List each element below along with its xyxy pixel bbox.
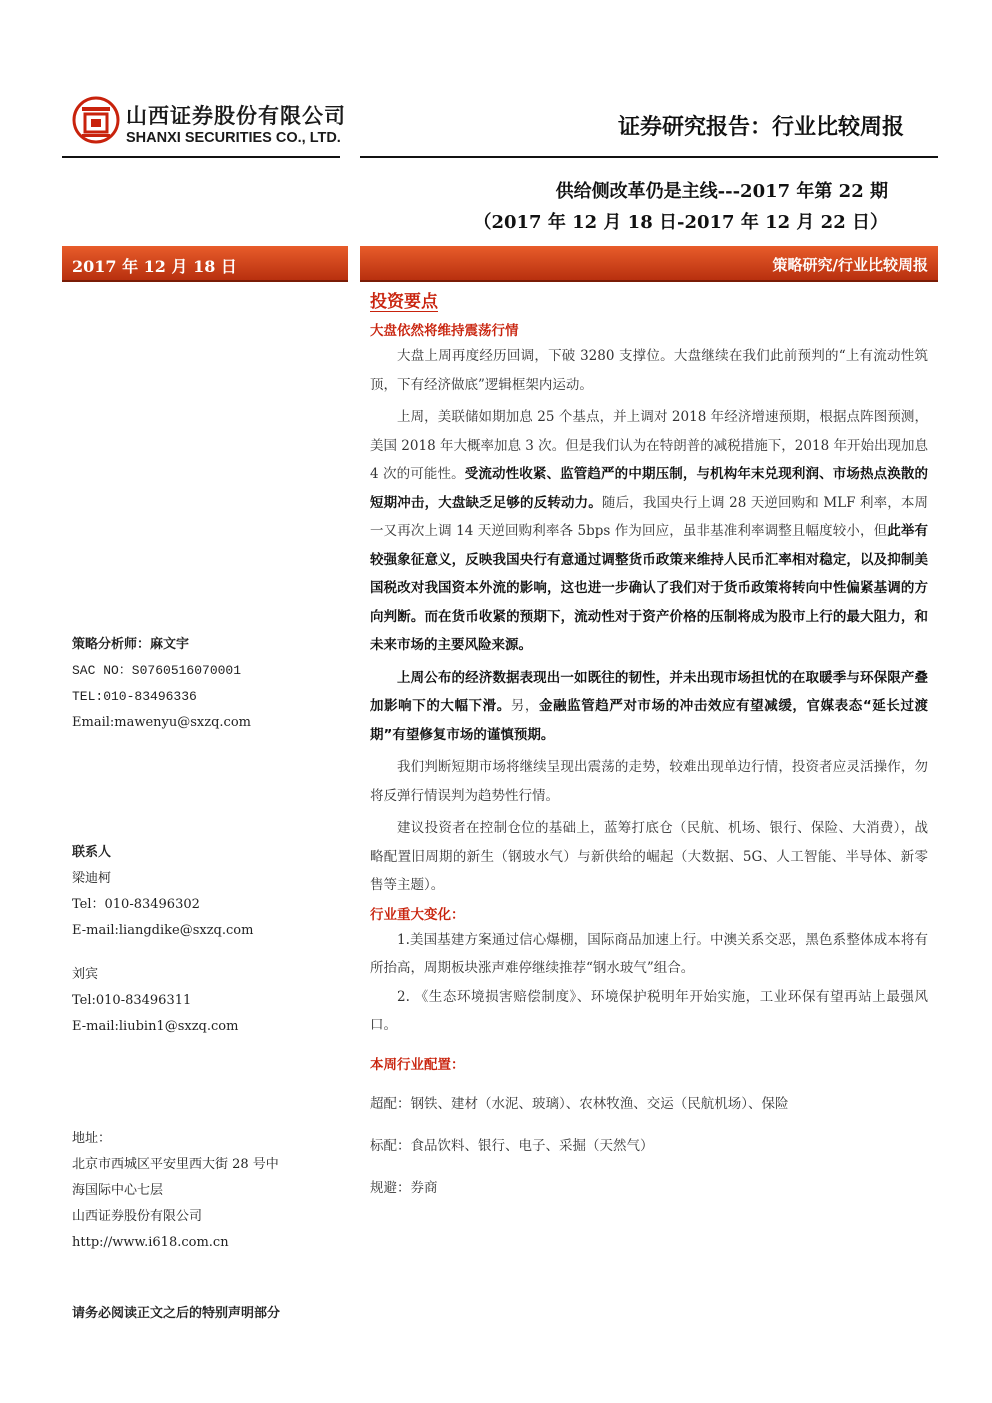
company-name-cn: 山西证券股份有限公司 <box>126 104 346 128</box>
paragraph-2-d: 此举有较强象征意义，反映我国央行有意通过调整货币政策来维持人民币汇率相对稳定，以及抑制美国税改对我国资本外流的影响，这也进一步确认了我们对于货币政策将转向中性偏紧基调的方向判断。而在货币收紧的预期下，流动性对于资产价格的压制将成为股市上行的最大阻力，和未来市场的主要风险来源。 <box>370 523 928 653</box>
change-item-2: 2. 《生态环境损害赔偿制度》、环境保护税明年开始实施，工业环保有望再站上最强风口。 <box>370 988 928 1033</box>
change-item-1: 1.美国基建方案通过信心爆棚，国际商品加速上行。中澳关系交恶，黑色系整体成本将有所抬高，周期板块涨声难停继续推荐“钢水玻气”组合。 <box>370 931 928 976</box>
allocation-overweight: 超配：钢铁、建材（水泥、玻璃）、农林牧渔、交运（民航机场）、保险 <box>370 1095 789 1112</box>
section-title: 投资要点 <box>370 292 438 312</box>
subheading-market: 大盘依然将维持震荡行情 <box>370 323 519 339</box>
report-type: 证券研究报告：行业比较周报 <box>617 115 904 140</box>
paragraph-4: 我们判断短期市场将继续呈现出震荡的走势，较难出现单边行情，投资者应灵活操作，勿将反弹行情误判为趋势性行情。 <box>370 759 928 804</box>
allocation-neutral: 标配：食品饮料、银行、电子、采掘（天然气） <box>370 1137 654 1154</box>
contact1-tel: Tel：010-83496302 <box>72 897 200 912</box>
disclaimer-note: 请务必阅读正文之后的特别声明部分 <box>72 1306 281 1321</box>
contact2-email[interactable]: E-mail:liubin1@sxzq.com <box>72 1019 239 1034</box>
subheading-changes: 行业重大变化： <box>370 906 465 923</box>
address-block <box>72 1126 279 1256</box>
analyst-tel: TEL:010-83496336 <box>72 689 197 704</box>
address-label: 地址： <box>72 1131 112 1146</box>
paragraph-1: 大盘上周再度经历回调，下破 3280 支撑位。大盘继续在我们此前预判的“上有流动性筑顶，下有经济做底”逻辑框架内运动。 <box>370 348 928 393</box>
subheading-allocation: 本周行业配置： <box>370 1056 465 1073</box>
address-line2: 海国际中心七层 <box>72 1183 164 1198</box>
paragraph-3-a: 上周公布的经济数据表现出一如既往的韧性，并未出现市场担忧的在取暖季与环保限产叠加影响下的大幅下滑。 <box>370 669 928 714</box>
main-content <box>370 288 928 1202</box>
report-period: （2017 年 12 月 18 日-2017 年 12 月 22 日） <box>473 212 888 233</box>
contact-block <box>72 840 253 1040</box>
report-title: 供给侧改革仍是主线---2017 年第 22 期 <box>555 181 888 202</box>
paragraph-3-b: 另， <box>510 698 539 714</box>
paragraph-2-c: 随后，我国央行上调 28 天逆回购和 MLF 利率，本周一又再次上调 14 天逆回购利率各 5bps 作为回应，虽非基准利率调整且幅度较小，但 <box>370 494 929 539</box>
paragraph-2 <box>370 403 928 660</box>
analyst-label: 策略分析师：麻文宇 <box>72 637 190 652</box>
address-line3: 山西证券股份有限公司 <box>72 1209 203 1224</box>
company-logo-icon <box>72 96 120 144</box>
analyst-sac: SAC NO：S0760516070001 <box>72 663 242 678</box>
allocation-avoid: 规避：券商 <box>370 1179 438 1196</box>
paragraph-2-a: 上周，美联储如期加息 25 个基点，并上调对 2018 年经济增速预期，根据点阵图预测，美国 2018 年大概率加息 3 次。但是我们认为在特朗普的减税措施下，2018 年开始出现加息 4 次的可能性。 <box>370 409 928 482</box>
header-divider-left <box>62 156 340 158</box>
analyst-email[interactable]: Email:mawenyu@sxzq.com <box>72 715 251 730</box>
header-divider-right <box>360 156 938 158</box>
website-link[interactable]: http://www.i618.com.cn <box>72 1235 229 1250</box>
paragraph-3-c: 金融监管趋严对市场的冲击效应有望减缓，官媒表态“延长过渡期”有望修复市场的谨慎预期。 <box>370 698 929 743</box>
address-line1: 北京市西城区平安里西大街 28 号中 <box>72 1157 279 1172</box>
paragraph-3 <box>370 664 928 750</box>
report-category: 策略研究/行业比较周报 <box>772 256 928 274</box>
paragraph-2-b: 受流动性收紧、监管趋严的中期压制，与机构年末兑现利润、市场热点涣散的短期冲击，大盘缺乏足够的反转动力。 <box>370 466 928 511</box>
contact1-name: 梁迪柯 <box>72 871 112 886</box>
contact-label: 联系人 <box>72 845 112 860</box>
contact2-tel: Tel:010-83496311 <box>72 993 192 1008</box>
company-name-en: SHANXI SECURITIES CO., LTD. <box>126 130 341 146</box>
contact2-name: 刘宾 <box>72 967 99 982</box>
date-banner <box>62 246 348 282</box>
analyst-block <box>72 632 251 736</box>
category-banner <box>360 246 938 282</box>
report-date: 2017 年 12 月 18 日 <box>72 257 237 276</box>
paragraph-5: 建议投资者在控制仓位的基础上，蓝筹打底仓（民航、机场、银行、保险、大消费），战略配置旧周期的新生（钢玻水气）与新供给的崛起（大数据、5G、人工智能、半导体、新零售等主题）。 <box>370 820 928 893</box>
contact1-email[interactable]: E-mail:liangdike@sxzq.com <box>72 923 254 938</box>
